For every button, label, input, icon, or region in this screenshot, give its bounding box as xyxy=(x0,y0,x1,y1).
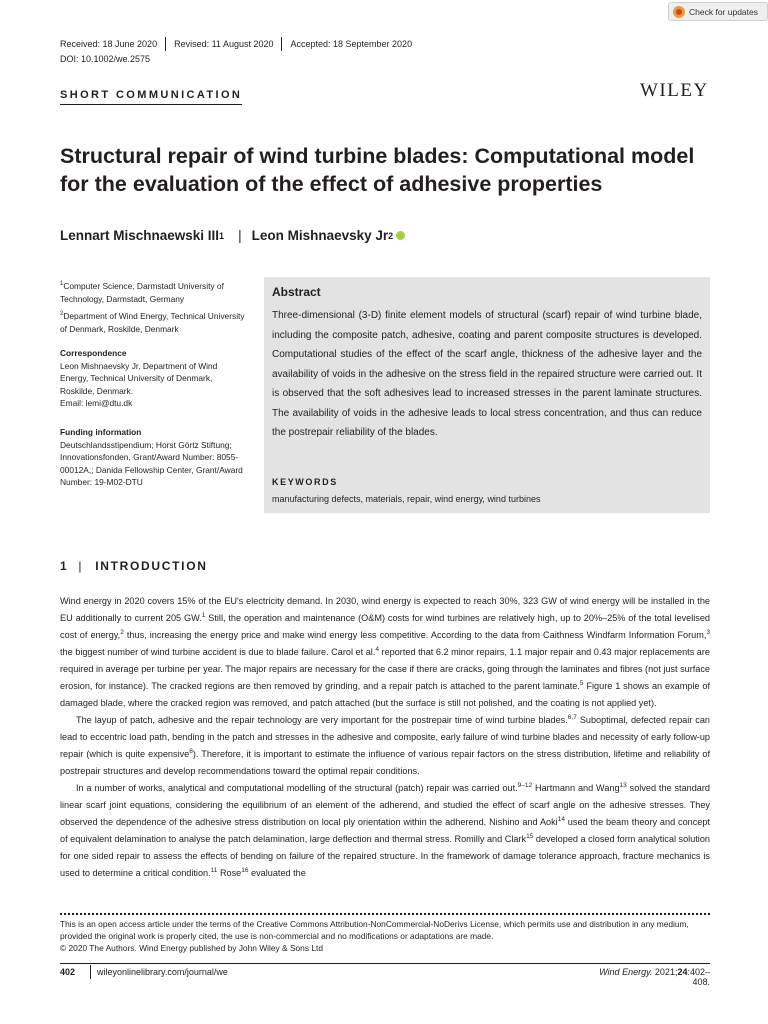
article-type: SHORT COMMUNICATION xyxy=(60,89,242,105)
doi[interactable]: DOI: 10.1002/we.2575 xyxy=(60,54,151,64)
affiliation-text: Department of Wind Energy, Technical University of Denmark, Roskilde, Denmark xyxy=(60,311,245,334)
correspondence-address: Leon Mishnaevsky Jr, Department of Wind Energy, Technical University of Denmark, Roskilde, Denmark. xyxy=(60,360,218,396)
date-separator xyxy=(281,37,282,51)
pages: :402–408. xyxy=(687,967,710,987)
citation-ref[interactable]: 4 xyxy=(375,646,379,653)
citation-ref[interactable]: 2 xyxy=(120,629,124,636)
affiliation-text: Computer Science, Darmstadt University of Technology, Darmstadt, Germany xyxy=(60,281,224,304)
text-run: evaluated the xyxy=(248,868,306,878)
text-run: thus, increasing the energy price and make wind energy less competitive. According to the data from Caithness Windfarm Information Forum, xyxy=(123,630,707,640)
citation-ref[interactable]: 15 xyxy=(526,833,534,840)
correspondence-block xyxy=(60,347,245,410)
citation-year: 2021; xyxy=(652,967,678,977)
abstract-heading: Abstract xyxy=(272,285,321,299)
license-text: This is an open access article under the terms of the Creative Commons Attribution-NonCommercial-NoDerivs License, which permits use and distribution in any medium, provided the original work is properly cited, the use is non-commercial and no modifications or adaptations are made. xyxy=(60,919,689,941)
text-run: Figure 1 shows an example of damaged blade, where the cracked region was removed, and patch attached (but the surface is still not polished, and the coating is not applied yet). xyxy=(60,681,710,708)
abstract-text: Three-dimensional (3-D) finite element models of structural (scarf) repair of wind turbine blade, including the composite patch, adhesive, coating and parent composite structures is developed. Computational studies of the effect of the scarf angle, thickness of the adhesive layer and the availability of voids in the adhesive on the stress field in the repaired structure were carried out. It is observed that the soft adhesives lead to increased stresses in the parent laminate structures. The availability of voids in the adhesive leads to local stress concentration, and thus can reduce the postrepair reliability of the blades. xyxy=(272,310,702,438)
author-name[interactable]: Lennart Mischnaewski III xyxy=(60,228,220,243)
check-for-updates-label: Check for updates xyxy=(689,6,758,17)
text-run: Hartmann and Wang xyxy=(532,783,620,793)
affiliation xyxy=(60,278,245,305)
text-run: Still, the operation and maintenance (O&M) costs for wind turbines are relatively high, up to 20%–25% of the total levelised cost of energy, xyxy=(60,613,710,640)
article-title: Structural repair of wind turbine blades: Computational model for the evaluation of the effect of adhesive properties xyxy=(60,144,695,196)
citation-ref[interactable]: 16 xyxy=(241,867,249,874)
section-separator: | xyxy=(78,559,84,573)
citation-ref[interactable]: 13 xyxy=(619,782,627,789)
citation-ref[interactable]: 5 xyxy=(579,680,584,687)
orcid-icon[interactable] xyxy=(396,231,405,240)
author-separator: | xyxy=(238,228,242,243)
author-affiliation-mark: 2 xyxy=(388,230,394,241)
keywords-heading: KEYWORDS xyxy=(272,477,338,487)
body-text xyxy=(60,593,710,882)
publisher-logo: WILEY xyxy=(640,80,709,101)
copyright-text: © 2020 The Authors. Wind Energy published by John Wiley & Sons Ltd xyxy=(60,943,323,953)
text-run: Wind energy in 2020 covers 15% of the EU's electricity demand. In 2030, wind energy is expected to reach 30%, 323 GW of wind energy will be installed in the EU additionally to current 205 GW. xyxy=(60,596,710,623)
text-run: Rose xyxy=(217,868,242,878)
citation-ref[interactable]: 3 xyxy=(706,629,710,636)
section-title: INTRODUCTION xyxy=(95,559,208,573)
paragraph xyxy=(60,593,710,712)
journal-url[interactable]: wileyonlinelibrary.com/journal/we xyxy=(97,967,228,977)
citation-ref[interactable]: 8 xyxy=(189,748,193,755)
funding-heading: Funding information xyxy=(60,427,142,437)
correspondence-heading: Correspondence xyxy=(60,348,127,358)
citation-line xyxy=(583,967,710,987)
text-run: The layup of patch, adhesive and the repair technology are very important for the postrepair time of wind turbine blades. xyxy=(76,715,568,725)
citation-ref[interactable]: 11 xyxy=(210,867,218,874)
text-run: used the beam theory and concept of equivalent delamination to analyse the patch delamination, large deflection and thermal stress. Romilly and Clark xyxy=(60,817,710,844)
citation-ref[interactable]: 14 xyxy=(557,816,565,823)
citation-ref[interactable]: 6,7 xyxy=(567,714,577,721)
revised-date: Revised: 11 August 2020 xyxy=(174,39,274,49)
received-date: Received: 18 June 2020 xyxy=(60,39,158,49)
section-number: 1 xyxy=(60,559,69,573)
journal-name: Wind Energy. xyxy=(599,967,653,977)
text-run: ). Therefore, it is important to estimate the influence of various repair factors on the stress distribution, lifetime and reliability of postrepair structures and develop recommendations toward the optimal repair conditions. xyxy=(60,749,710,776)
article-dates xyxy=(60,38,412,50)
author-list xyxy=(60,228,405,243)
text-run: In a number of works, analytical and computational modelling of the structural (patch) repair was carried out. xyxy=(76,783,518,793)
text-run: reported that 6.2 minor repairs, 1.1 major repair and 0.43 major replacements are required in average per turbine per year. The major repairs are necessary for the case if there are cracks, going through the laminates and fibres (not just surface erosion, for instance). The cracked regions are then removed by grinding, and a repair patch is attached to the parent laminate. xyxy=(60,647,711,691)
crossmark-icon xyxy=(673,6,685,18)
author-name[interactable]: Leon Mishnaevsky Jr xyxy=(251,228,389,243)
paragraph xyxy=(60,780,710,882)
text-run: the biggest number of wind turbine accident is due to blade failure. Carol et al. xyxy=(60,647,376,657)
paragraph xyxy=(60,712,710,780)
accepted-date: Accepted: 18 September 2020 xyxy=(290,39,413,49)
license-divider xyxy=(60,913,710,915)
citation-ref[interactable]: 1 xyxy=(201,612,206,619)
volume: 24 xyxy=(677,967,688,977)
funding-text: Deutschlandsstipendium; Horst Görtz Stiftung; Innovationsfonden, Grant/Award Number: 8055-00012A,; Danida Fellowship Center, Grant/Award Number: 19-M02-DTU xyxy=(60,439,243,487)
author-affiliation-mark: 1 xyxy=(219,230,225,241)
keywords-text: manufacturing defects, materials, repair, wind energy, wind turbines xyxy=(272,494,541,504)
affiliation-mark: 2 xyxy=(60,311,64,317)
correspondence-email[interactable]: Email: lemi@dtu.dk xyxy=(60,398,133,408)
text-run: solved the standard linear scarf joint equations, considering the equilibrium of an element of the adherend, and studied the effect of scarf angle on the adhesive stresses. They observed the dependence of the adhesive stress distribution on local ply orientation within the adherend. Nishino and Aoki xyxy=(60,783,710,827)
license-block xyxy=(60,918,710,954)
footer-rule xyxy=(60,963,710,964)
affiliation xyxy=(60,308,245,335)
footer-separator xyxy=(90,965,91,979)
check-for-updates-button[interactable] xyxy=(668,2,768,21)
text-run: developed a closed form analytical solution for one sided repair to assess the effects of bending on failure of the repaired structure. In the framework of damage tolerance approach, fracture mechanics is used to determine a critical condition. xyxy=(60,834,710,878)
funding-block xyxy=(60,426,245,489)
citation-ref[interactable]: 9–12 xyxy=(517,782,533,789)
section-heading xyxy=(60,559,208,573)
page-number: 402 xyxy=(60,967,76,977)
affiliation-mark: 1 xyxy=(60,281,64,287)
text-run: Suboptimal, defected repair can lead to eccentric load path, bending in the patch and stresses in the adhesive and composite, early failure of wind turbine blades and necessity of early follow-up repair (which is quite expensive xyxy=(60,715,710,759)
date-separator xyxy=(165,37,166,51)
